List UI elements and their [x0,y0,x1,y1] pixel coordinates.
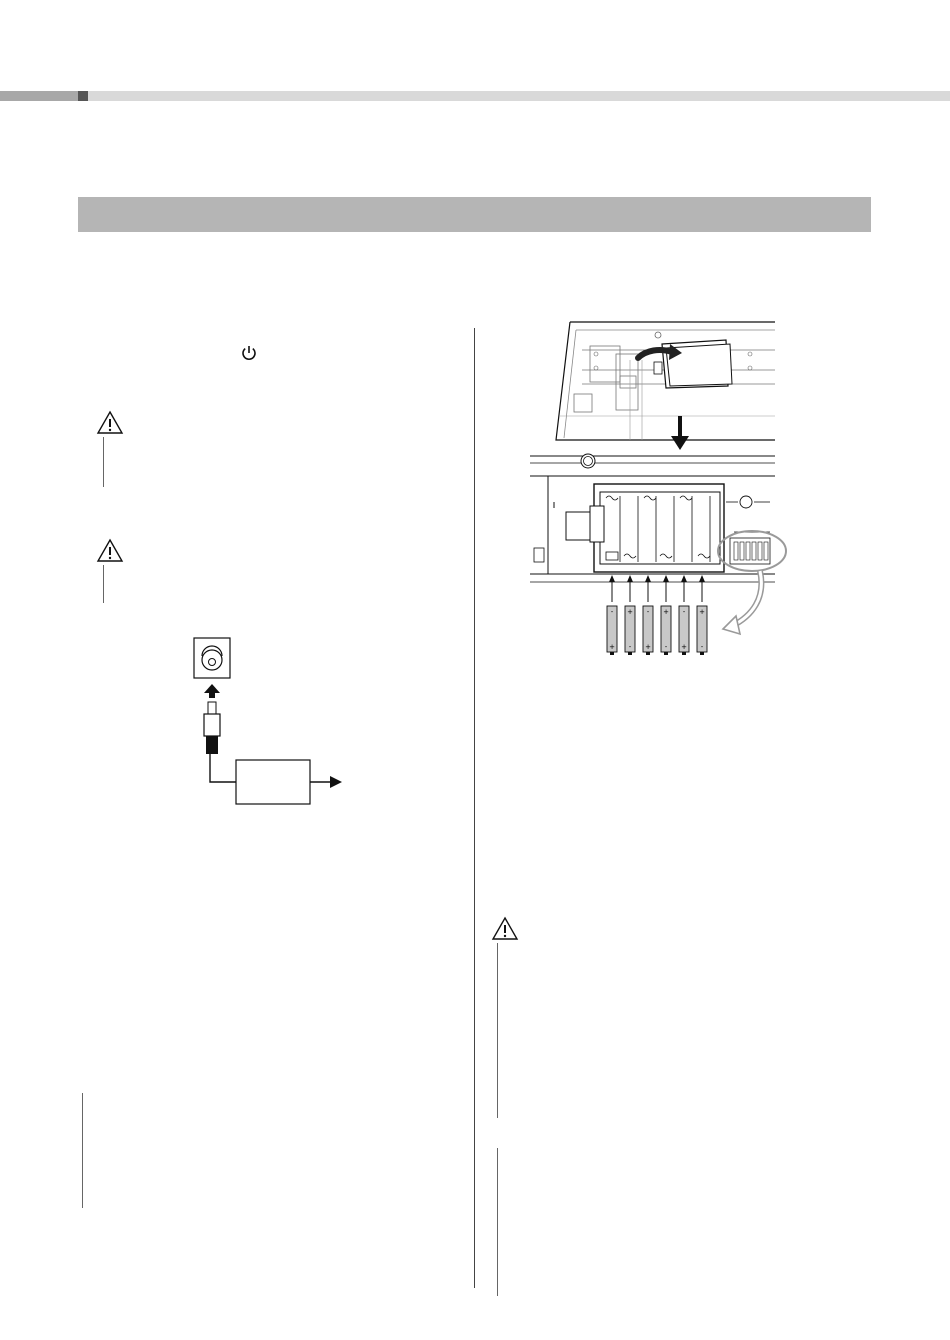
header-rule-tab [0,91,78,101]
battery-polarity-mark: + [699,608,705,616]
note-rule [82,1093,83,1208]
arrow-icon [671,436,689,450]
battery-terminal [664,652,668,655]
battery-terminal [628,652,632,655]
battery-installation-diagram [520,316,785,661]
column-divider [474,328,475,1288]
polarity-indicator-cell [752,542,756,560]
caution-rule [103,565,104,603]
header-rule-marker [78,91,88,101]
arrow-icon [681,575,687,582]
arrow-icon [627,575,633,582]
caution-rule [103,437,104,487]
battery-polarity-mark: - [664,643,668,651]
header-rule [0,91,950,101]
polarity-indicator-cell [740,542,744,560]
battery-terminal [646,652,650,655]
arrow-icon [609,575,615,582]
polarity-indicator-cell [734,542,738,560]
battery-polarity-mark: - [682,608,686,616]
ac-adaptor-diagram [180,630,360,810]
battery-polarity-mark: - [610,608,614,616]
caution-rule [497,943,498,1118]
battery-polarity-mark: - [628,643,632,651]
warning-triangle-icon [96,538,124,564]
note-rule [497,1148,498,1296]
battery-polarity-mark: + [663,608,669,616]
battery-terminal [610,652,614,655]
arrow-icon [663,575,669,582]
warning-triangle-icon [96,410,124,436]
battery-polarity-mark: + [681,643,687,651]
arrow-icon [645,575,651,582]
arrow-icon [204,684,220,698]
battery-terminal [700,652,704,655]
arrow-icon [699,575,705,582]
polarity-indicator-cell [746,542,750,560]
battery-polarity-mark: + [609,643,615,651]
adaptor-box [236,760,310,804]
section-heading-band [78,197,871,232]
battery-polarity-mark: + [645,643,651,651]
arrow-icon [330,776,342,788]
battery-polarity-mark: + [627,608,633,616]
battery-polarity-mark: - [646,608,650,616]
battery-terminal [682,652,686,655]
battery-polarity-mark: - [700,643,704,651]
warning-triangle-icon [491,916,519,942]
polarity-indicator-cell [764,542,768,560]
power-standby-icon [240,344,258,362]
polarity-indicator-cell [758,542,762,560]
